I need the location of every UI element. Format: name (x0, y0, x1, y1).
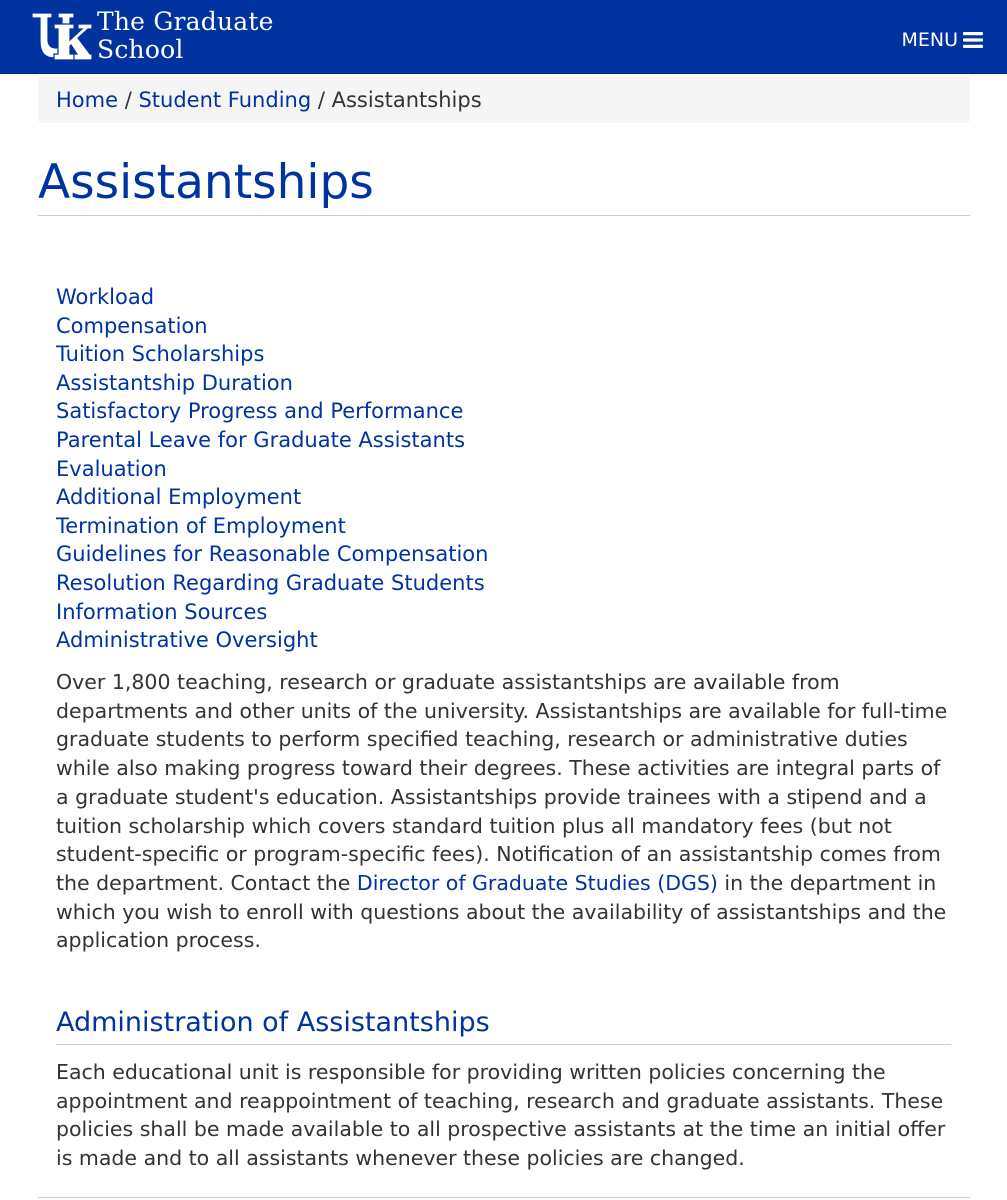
section-heading-administration: Administration of Assistantships (56, 1004, 951, 1045)
toc-link-information-sources[interactable]: Information Sources (56, 599, 268, 624)
site-title-line2: School (97, 35, 184, 64)
divider (38, 1197, 970, 1198)
toc-link-tuition-scholarships[interactable]: Tuition Scholarships (56, 342, 265, 367)
toc-item (56, 312, 488, 341)
toc-link-termination-of-employment[interactable]: Termination of Employment (56, 513, 346, 538)
toc-item (56, 397, 488, 426)
toc-item (56, 283, 488, 312)
toc-link-assistantship-duration[interactable]: Assistantship Duration (56, 370, 293, 395)
toc-link-resolution-graduate-students[interactable]: Resolution Regarding Graduate Students (56, 570, 485, 595)
toc-item (56, 569, 488, 598)
site-title-line1: The Graduate (97, 7, 274, 36)
toc-item (56, 340, 488, 369)
breadcrumb-home-link[interactable]: Home (56, 88, 119, 112)
toc-link-administrative-oversight[interactable]: Administrative Oversight (56, 628, 318, 653)
toc-link-additional-employment[interactable]: Additional Employment (56, 485, 302, 510)
toc-item (56, 540, 488, 569)
toc-link-parental-leave[interactable]: Parental Leave for Graduate Assistants (56, 427, 466, 452)
toc-link-guidelines-compensation[interactable]: Guidelines for Reasonable Compensation (56, 542, 489, 567)
menu-label: MENU (901, 29, 958, 51)
breadcrumb-student-funding-link[interactable]: Student Funding (138, 88, 312, 112)
toc-item (56, 455, 488, 484)
administration-paragraph: Each educational unit is responsible for providing written policies concerning the appointment and reappointment of teaching, research and graduate assistants. These policies shall be made available to all prospective assistants at the time an initial offer is made and to all assistants whenever these policies are changed. (56, 1060, 946, 1171)
toc-item (56, 598, 488, 627)
toc-item (56, 369, 488, 398)
toc-item (56, 426, 488, 455)
uk-logo-icon[interactable] (30, 10, 92, 64)
toc-item (56, 626, 488, 655)
site-title[interactable] (97, 8, 274, 64)
toc-item (56, 483, 488, 512)
intro-paragraph (56, 668, 956, 955)
breadcrumb (38, 76, 970, 123)
toc-item (56, 512, 488, 541)
intro-text-before-link: Over 1,800 teaching, research or graduate assistantships are available from departments and other units of the university. Assistantships are available for full-time graduate students to perform specified teaching, research or administrative duties while also making progress toward their degrees. These activities are integral parts of a graduate student's education. Assistantships provide trainees with a stipend and a tuition scholarship which covers standard tuition plus all mandatory fees (but not student-specific or program-specific fees). Notification of an assistantship comes from the department. Contact the (56, 670, 948, 895)
page-title: Assistantships (38, 150, 970, 216)
menu-button[interactable] (901, 28, 983, 52)
toc-link-compensation[interactable]: Compensation (56, 313, 208, 338)
hamburger-icon (963, 31, 983, 49)
site-header (0, 0, 1007, 74)
breadcrumb-current: Assistantships (331, 88, 482, 112)
breadcrumb-separator: / (124, 88, 139, 112)
toc-link-evaluation[interactable]: Evaluation (56, 456, 167, 481)
intro-text-after-link: in the department in which you wish to enroll with questions about the availability of assistantships and the application process. (56, 870, 947, 953)
breadcrumb-separator: / (317, 88, 332, 112)
dgs-link[interactable]: Director of Graduate Studies (DGS) (356, 870, 718, 895)
toc-link-workload[interactable]: Workload (56, 285, 155, 309)
toc-link-satisfactory-progress[interactable]: Satisfactory Progress and Performance (56, 399, 464, 424)
table-of-contents (56, 283, 488, 655)
